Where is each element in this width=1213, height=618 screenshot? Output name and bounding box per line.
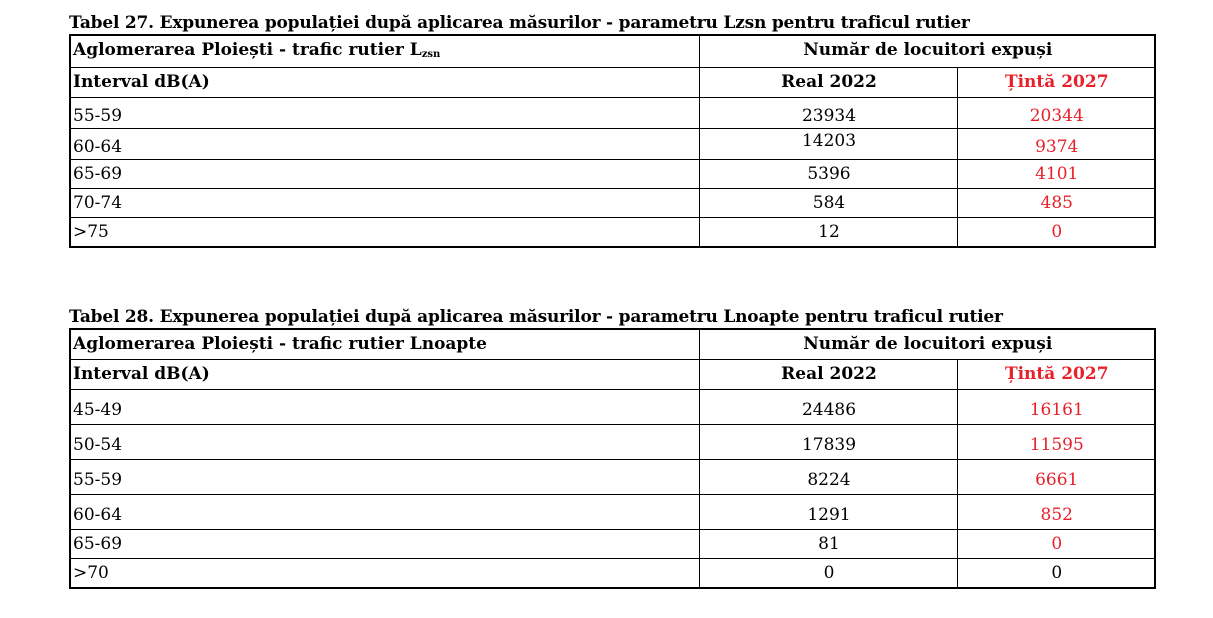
table-row [70, 460, 1155, 495]
target-cell [957, 559, 1155, 589]
interval-text: 55-59 [73, 106, 123, 126]
real-text: 24486 [801, 400, 857, 420]
interval-text: 65-69 [73, 164, 123, 184]
real-cell [699, 460, 957, 495]
interval-cell [70, 218, 699, 248]
interval-cell [70, 98, 699, 129]
real-cell [699, 530, 957, 559]
real-text: 14203 [801, 131, 857, 151]
table-27-subheader-interval: Interval dB(A) [70, 68, 699, 98]
target-text: 20344 [1029, 106, 1084, 126]
table-row [70, 129, 1155, 160]
table-28-caption: Tabel 28. Expunerea populației după aplicarea măsurilor - parametru Lnoapte pentru traficul rutier [69, 307, 1003, 327]
target-text: 11595 [1029, 435, 1084, 455]
interval-text: 55-59 [73, 470, 123, 490]
target-text: 0 [1051, 563, 1063, 583]
interval-text: 70-74 [73, 193, 123, 213]
target-text: 4101 [1035, 164, 1079, 184]
interval-cell [70, 559, 699, 589]
real-text: 0 [823, 563, 835, 583]
table-27-block [69, 12, 1154, 248]
interval-text: 60-64 [73, 505, 123, 525]
real-cell [699, 160, 957, 189]
table-27-header-left [70, 35, 699, 68]
table-28 [69, 328, 1156, 589]
real-cell [699, 559, 957, 589]
table-row [70, 218, 1155, 248]
target-cell [957, 189, 1155, 218]
table-28-subheader-row [70, 360, 1155, 390]
table-28-subheader-target: Țintă 2027 [957, 360, 1155, 390]
table-row [70, 98, 1155, 129]
target-text: 6661 [1035, 470, 1079, 490]
interval-text: 65-69 [73, 534, 123, 554]
interval-cell [70, 390, 699, 425]
interval-cell [70, 530, 699, 559]
interval-cell [70, 460, 699, 495]
real-text: 81 [818, 534, 840, 554]
real-cell [699, 218, 957, 248]
real-text: 12 [818, 222, 840, 242]
table-27-header-row [70, 35, 1155, 68]
target-text: 852 [1040, 505, 1073, 525]
table-28-block [69, 306, 1154, 589]
interval-cell [70, 189, 699, 218]
table-28-subheader-interval: Interval dB(A) [70, 360, 699, 390]
target-cell [957, 160, 1155, 189]
table-28-subheader-real: Real 2022 [699, 360, 957, 390]
target-cell [957, 425, 1155, 460]
real-cell [699, 390, 957, 425]
table-row [70, 530, 1155, 559]
target-cell [957, 129, 1155, 160]
table-row [70, 559, 1155, 589]
interval-text: 60-64 [73, 137, 123, 157]
table-27-caption: Tabel 27. Expunerea populației după aplicarea măsurilor - parametru Lzsn pentru traficul rutier [69, 13, 970, 33]
target-cell [957, 460, 1155, 495]
interval-text: 45-49 [73, 400, 123, 420]
interval-cell [70, 160, 699, 189]
real-text: 5396 [807, 164, 851, 184]
real-text: 17839 [801, 435, 857, 455]
table-row [70, 189, 1155, 218]
interval-text: >70 [73, 563, 109, 583]
real-cell [699, 189, 957, 218]
table-27-subheader-row [70, 68, 1155, 98]
target-cell [957, 495, 1155, 530]
real-cell [699, 98, 957, 129]
table-28-header-left: Aglomerarea Ploiești - trafic rutier Lnoapte [70, 329, 699, 360]
table-27-header-left-label: Aglomerarea Ploiești - trafic rutier L [73, 40, 422, 60]
table-row [70, 390, 1155, 425]
interval-cell [70, 495, 699, 530]
table-28-header-row [70, 329, 1155, 360]
interval-cell [70, 425, 699, 460]
table-27-header-group: Număr de locuitori expuși [699, 35, 1155, 68]
target-text: 485 [1040, 193, 1073, 213]
table-27 [69, 34, 1156, 248]
real-text: 1291 [807, 505, 851, 525]
interval-cell [70, 129, 699, 160]
real-text: 23934 [801, 106, 857, 126]
target-text: 9374 [1035, 137, 1079, 157]
real-cell [699, 425, 957, 460]
table-row [70, 495, 1155, 530]
target-text: 0 [1051, 534, 1063, 554]
real-cell [699, 495, 957, 530]
table-27-subheader-target: Țintă 2027 [957, 68, 1155, 98]
interval-text: 50-54 [73, 435, 123, 455]
table-row [70, 425, 1155, 460]
target-cell [957, 218, 1155, 248]
interval-text: >75 [73, 222, 109, 242]
real-cell [699, 129, 957, 160]
table-27-header-left-subscript: zsn [421, 49, 441, 60]
table-27-subheader-real: Real 2022 [699, 68, 957, 98]
real-text: 8224 [807, 470, 851, 490]
real-text: 584 [812, 193, 846, 213]
table-28-header-group: Număr de locuitori expuși [699, 329, 1155, 360]
target-cell [957, 530, 1155, 559]
target-cell [957, 98, 1155, 129]
table-row [70, 160, 1155, 189]
target-text: 0 [1051, 222, 1063, 242]
target-cell [957, 390, 1155, 425]
target-text: 16161 [1029, 400, 1084, 420]
